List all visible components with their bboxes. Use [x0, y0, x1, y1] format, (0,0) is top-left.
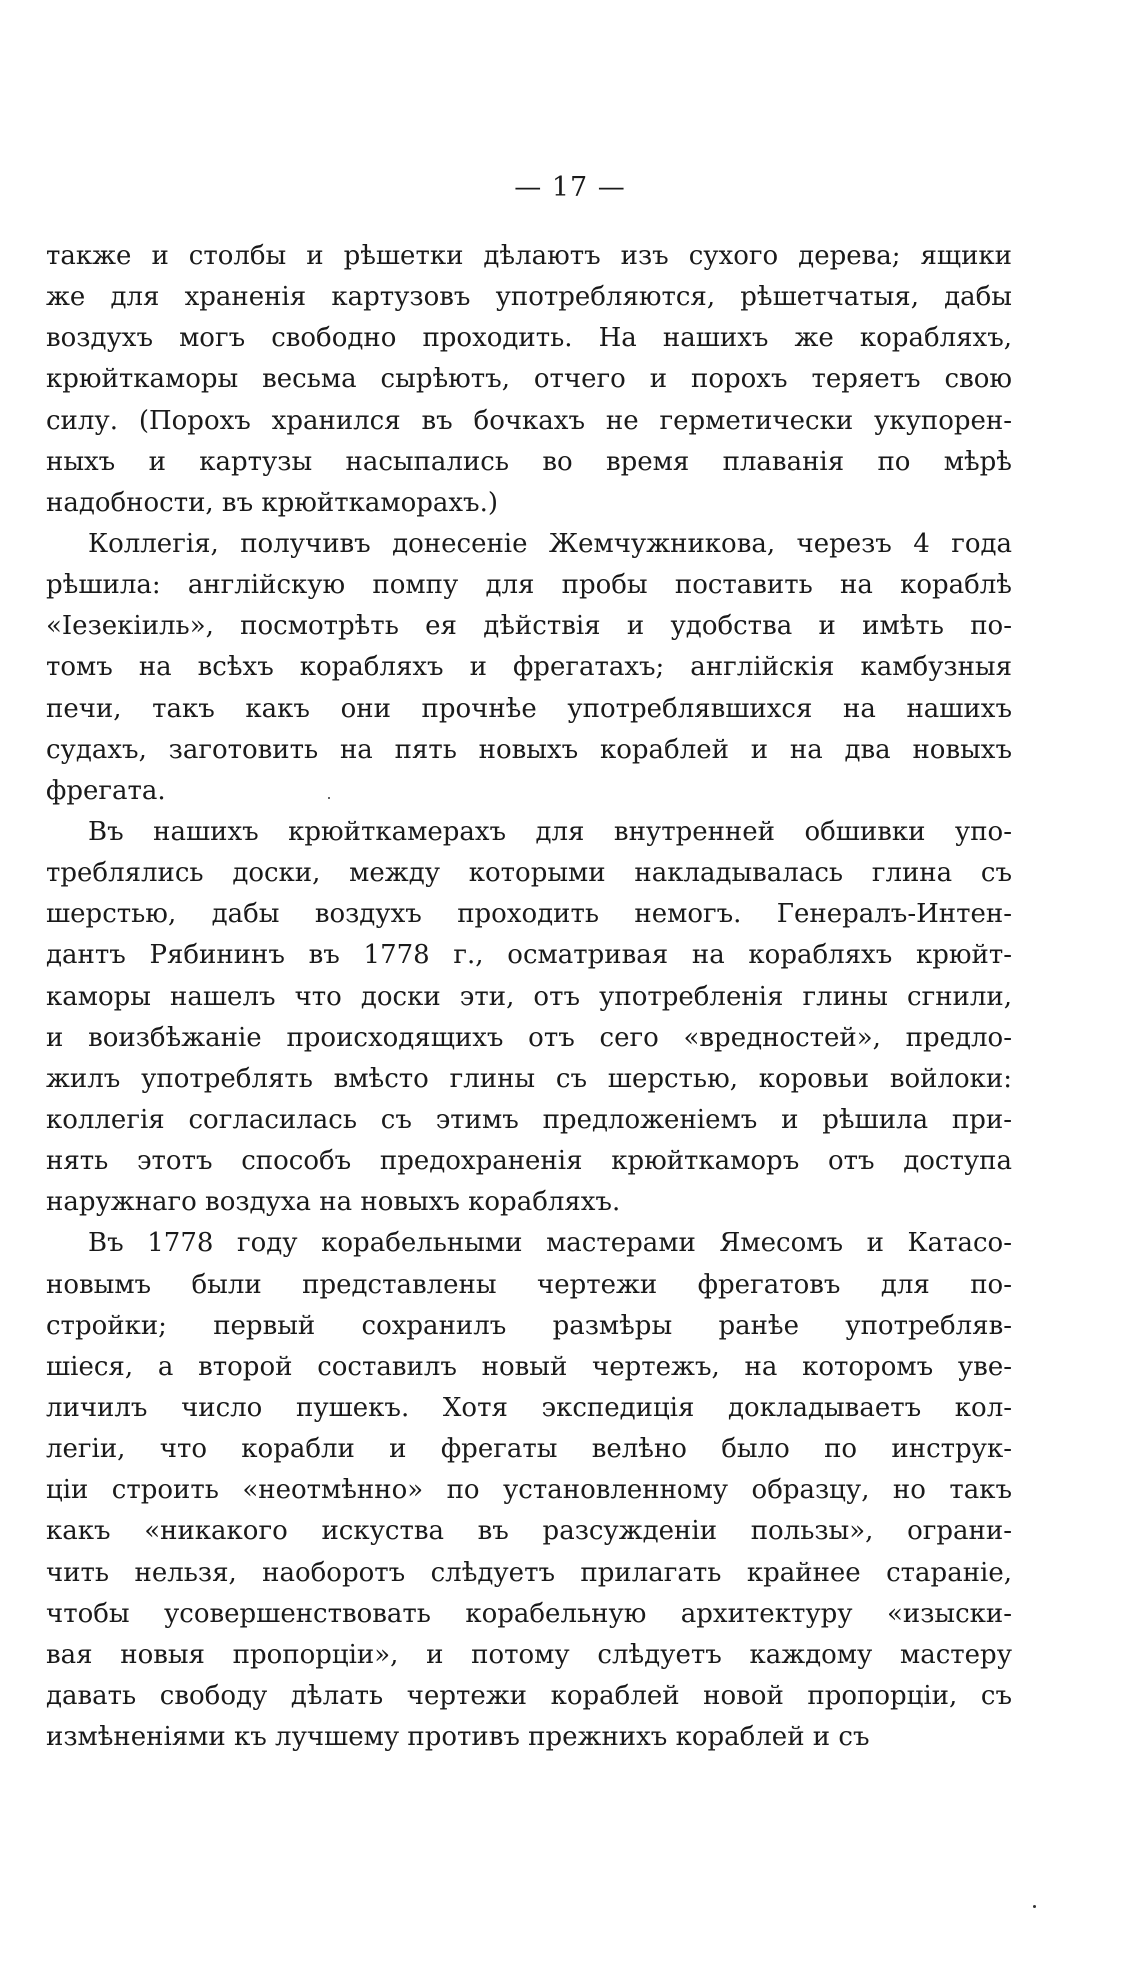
text-line: и воизбѣжаніе происходящихъ отъ сего «вредностей», предло-: [46, 1022, 1012, 1053]
text-line: чить нельзя, наоборотъ слѣдуетъ прилагать крайнее стараніе,: [46, 1557, 1012, 1588]
text-line: Въ 1778 году корабельными мастерами Ямесомъ и Катасо-: [88, 1228, 1012, 1259]
page-number: — 17 —: [514, 172, 626, 203]
paragraph: [46, 1223, 1012, 1758]
text-line: стройки; первый сохранилъ размѣры ранѣе употребляв-: [46, 1310, 1012, 1341]
text-line: ціи строить «неотмѣнно» по установленному образцу, но такъ: [46, 1475, 1012, 1506]
text-line: Коллегія, получивъ донесеніе Жемчужникова, черезъ 4 года: [88, 528, 1012, 559]
text-line: каморы нашелъ что доски эти, отъ употребленія глины сгнили,: [46, 981, 1012, 1012]
text-line: легіи, что корабли и фрегаты велѣно было по инструк-: [46, 1434, 1012, 1465]
text-line: силу. (Порохъ хранился въ бочкахъ не герметически укупорен-: [46, 405, 1012, 436]
paragraph: [46, 524, 1012, 812]
text-line: треблялись доски, между которыми накладывалась глина съ: [46, 858, 1012, 889]
print-speck: [328, 797, 330, 799]
text-line: личилъ число пушекъ. Хотя экспедиція докладываетъ кол-: [46, 1392, 1012, 1423]
text-line: дантъ Рябининъ въ 1778 г., осматривая на корабляхъ крюйт-: [46, 940, 1012, 971]
text-line: судахъ, заготовить на пять новыхъ кораблей и на два новыхъ: [46, 734, 1012, 765]
text-line: измѣненіями къ лучшему противъ прежнихъ кораблей и съ: [46, 1722, 870, 1753]
text-line: томъ на всѣхъ корабляхъ и фрегатахъ; англійскія камбузныя: [46, 652, 1012, 683]
text-line: же для храненія картузовъ употребляются, рѣшетчатыя, дабы: [46, 282, 1012, 313]
paragraph: [46, 236, 1012, 524]
text-line: воздухъ могъ свободно проходить. На нашихъ же корабляхъ,: [46, 323, 1012, 354]
text-line: вая новыя пропорціи», и потому слѣдуетъ каждому мастеру: [46, 1639, 1012, 1670]
text-line: наружнаго воздуха на новыхъ корабляхъ.: [46, 1187, 621, 1218]
text-line: шерстью, дабы воздухъ проходить немогъ. Генералъ-Интен-: [46, 899, 1012, 930]
text-line: ныхъ и картузы насыпались во время плаванія по мѣрѣ: [46, 446, 1012, 477]
text-line: Въ нашихъ крюйткамерахъ для внутренней обшивки упо-: [88, 816, 1012, 847]
paragraph: [46, 812, 1012, 1223]
text-line: новымъ были представлены чертежи фрегатовъ для по-: [46, 1269, 1012, 1300]
text-line: жилъ употреблять вмѣсто глины съ шерстью, коровьи войлоки:: [46, 1063, 1012, 1094]
print-speck: [1033, 1905, 1036, 1908]
text-line: нять этотъ способъ предохраненія крюйткаморъ отъ доступа: [46, 1146, 1012, 1177]
text-line: печи, такъ какъ они прочнѣе употреблявшихся на нашихъ: [46, 693, 1012, 724]
text-line: шіеся, а второй составилъ новый чертежъ, на которомъ уве-: [46, 1351, 1012, 1382]
text-line: надобности, въ крюйткаморахъ.): [46, 487, 499, 518]
text-line: фрегата.: [46, 775, 166, 806]
text-line: также и столбы и рѣшетки дѣлаютъ изъ сухого дерева; ящики: [46, 241, 1012, 271]
text-line: чтобы усовершенствовать корабельную архитектуру «изыски-: [46, 1598, 1012, 1629]
text-line: рѣшила: англійскую помпу для пробы поставить на кораблѣ: [46, 570, 1012, 601]
body-text: [46, 236, 1012, 1758]
text-line: коллегія согласилась съ этимъ предложеніемъ и рѣшила при-: [46, 1104, 1012, 1135]
text-line: какъ «никакого искуства въ разсужденіи пользы», ограни-: [46, 1516, 1012, 1547]
text-line: «Іезекіиль», посмотрѣть ея дѣйствія и удобства и имѣть по-: [46, 611, 1012, 642]
text-line: крюйткаморы весьма сырѣютъ, отчего и порохъ теряетъ свою: [46, 364, 1012, 395]
text-line: давать свободу дѣлать чертежи кораблей новой пропорціи, съ: [46, 1680, 1012, 1711]
